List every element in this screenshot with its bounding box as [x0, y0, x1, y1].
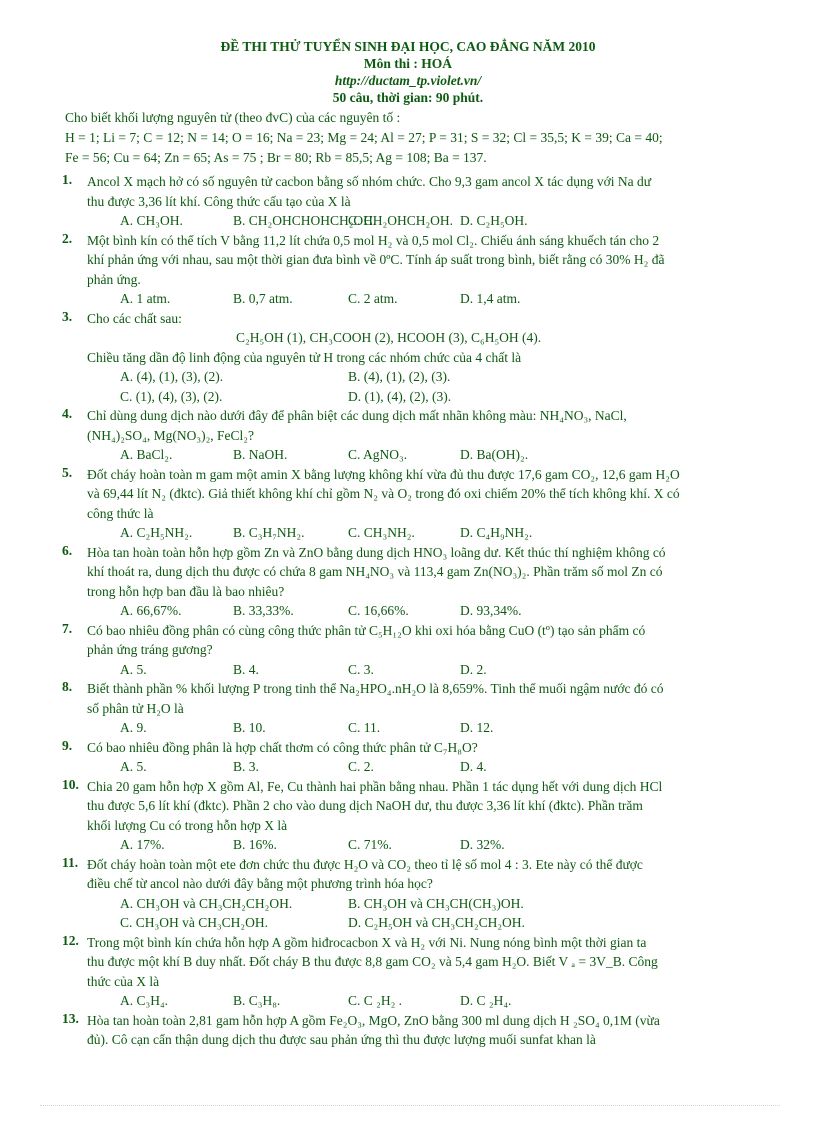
question-text-line: Có bao nhiêu đồng phân là hợp chất thơm có công thức phân tử C₇H₈O? — [87, 739, 478, 755]
question-text — [87, 777, 802, 836]
question-number: 5. — [62, 464, 73, 480]
answer-option[interactable]: B. CH₂OHCHOHCH₂OH. — [233, 213, 377, 228]
question-item — [0, 406, 816, 465]
answer-option[interactable]: A. 66,67%. — [120, 603, 182, 618]
question-item — [0, 1011, 816, 1050]
question-text-line: trong hỗn hợp ban đầu là bao nhiêu? — [87, 583, 285, 599]
answer-row — [120, 718, 816, 738]
answer-options — [120, 289, 816, 309]
question-number: 11. — [62, 854, 79, 870]
answer-options — [120, 601, 816, 621]
answer-row — [120, 367, 816, 387]
answer-option[interactable]: C. 11. — [348, 720, 381, 735]
answer-option[interactable]: A. CH₃OH và CH₃CH₂CH₂OH. — [120, 895, 293, 911]
answer-option[interactable]: A. BaCl₂. — [120, 447, 173, 462]
question-text-line: thu được 5,6 lít khí (đktc). Phần 2 cho vào dung dịch NaOH dư, thu được 3,36 lít khí (đktc). Phần trăm — [87, 798, 643, 813]
answer-option[interactable]: D. 93,34%. — [460, 603, 522, 618]
question-text-line: khí thoát ra, dung dịch thu được có chứa 8 gam NH₄NO₃ và 113,4 gam Zn(NO₃)₂. Phần trăm số mol Zn có — [87, 564, 663, 579]
answer-option[interactable]: D. C₄H₉NH₂. — [460, 525, 533, 540]
question-number: 9. — [62, 737, 73, 753]
question-number: 6. — [62, 542, 73, 558]
question-text — [87, 309, 802, 329]
question-item — [0, 231, 816, 309]
answer-options — [120, 211, 816, 231]
answer-option[interactable]: C. 2 atm. — [348, 291, 398, 306]
answer-option[interactable]: A. C₂H₅NH₂. — [120, 525, 193, 540]
answer-options — [120, 523, 816, 543]
answer-row — [120, 757, 816, 777]
question-item — [0, 621, 816, 680]
answer-option[interactable]: D. 4. — [460, 759, 487, 774]
question-text-line: đủ). Cô cạn cẩn thận dung dịch thu được sau phản ứng thì thu được lượng muối sunfat khan là — [87, 1032, 596, 1047]
answer-option[interactable]: C. AgNO₃. — [348, 447, 408, 462]
answer-option[interactable]: D. (1), (4), (2), (3). — [348, 388, 452, 404]
question-text-line: Ancol X mạch hở có số nguyên tử cacbon bằng số nhóm chức. Cho 9,3 gam ancol X tác dụng với Na dư — [87, 174, 652, 189]
answer-option[interactable]: D. 12. — [460, 720, 494, 735]
question-text — [87, 738, 802, 758]
question-text-line: Cho các chất sau: — [87, 310, 182, 326]
answer-row — [120, 289, 816, 309]
answer-option[interactable]: B. 4. — [233, 661, 259, 677]
question-number: 7. — [62, 620, 73, 636]
answer-option[interactable]: B. (4), (1), (2), (3). — [348, 369, 451, 384]
answer-option[interactable]: B. 0,7 atm. — [233, 291, 293, 306]
page-bottom-divider — [40, 1105, 780, 1106]
answer-option[interactable]: C. C ₂H₂ . — [348, 993, 403, 1008]
answer-option[interactable]: C. CH₃NH₂. — [348, 525, 415, 540]
question-text-line: Chỉ dùng dung dịch nào dưới đây để phân biệt các dung dịch mất nhãn không màu: NH₄NO₃, NaCl, — [87, 408, 627, 423]
answer-option[interactable]: D. 2. — [460, 661, 487, 677]
exam-title: ĐỀ THI THỬ TUYỂN SINH ĐẠI HỌC, CAO ĐẲNG NĂM 2010 — [220, 39, 596, 54]
answer-row — [120, 991, 816, 1011]
question-text-line: số phân tử H₂O là — [87, 700, 184, 716]
answer-row — [120, 835, 816, 855]
question-text-line: phản ứng. — [87, 271, 141, 287]
answer-option[interactable]: A. 9. — [120, 720, 147, 735]
answer-options — [120, 991, 816, 1011]
answer-row — [120, 387, 816, 407]
answer-options — [120, 718, 816, 738]
answer-option[interactable]: B. CH₃OH và CH₃CH(CH₃)OH. — [348, 895, 524, 911]
answer-row — [120, 445, 816, 465]
answer-row — [120, 894, 816, 914]
answer-option[interactable]: C. 16,66%. — [348, 603, 409, 618]
answer-option[interactable]: C. CH₃OH và CH₃CH₂OH. — [120, 915, 268, 930]
question-item — [0, 777, 816, 855]
question-number: 8. — [62, 679, 73, 694]
question-number: 12. — [62, 932, 79, 948]
question-text-line: Đốt cháy hoàn toàn một ete đơn chức thu được H₂O và CO₂ theo tỉ lệ số mol 4 : 3. Ete này có thể được — [87, 856, 643, 872]
answer-option[interactable]: B. 33,33%. — [233, 603, 294, 618]
answer-option[interactable]: D. Ba(OH)₂. — [460, 447, 529, 462]
question-text-line: khối lượng Cu có trong hỗn hợp X là — [87, 817, 288, 833]
question-item — [0, 543, 816, 621]
answer-option[interactable]: B. 16%. — [233, 837, 277, 852]
answer-option[interactable]: A. 1 atm. — [120, 291, 171, 306]
exam-subject: Môn thi : HOÁ — [363, 56, 453, 71]
question-text — [87, 348, 802, 368]
answer-option[interactable]: A. C₃H₄. — [120, 993, 169, 1008]
answer-option[interactable]: D. C ₂H₄. — [460, 993, 512, 1008]
answer-option[interactable]: C. CH₂OHCH₂OH. — [348, 213, 454, 228]
question-text-line: Đốt cháy hoàn toàn m gam một amin X bằng lượng không khí vừa đủ thu được 17,6 gam CO₂, 12,6 gam H₂O — [87, 466, 680, 482]
question-number: 13. — [62, 1010, 79, 1026]
question-text-line: và 69,44 lít N₂ (đktc). Giả thiết không khí chỉ gồm N₂ và O₂ trong đó oxi chiếm 20% thể tích không khí. X có — [87, 486, 680, 501]
question-number: 3. — [62, 308, 73, 324]
answer-option[interactable]: B. NaOH. — [233, 447, 288, 462]
question-text — [87, 543, 802, 602]
intro-line: Fe = 56; Cu = 64; Zn = 65; As = 75 ; Br = 80; Rb = 85,5; Ag = 108; Ba = 137. — [65, 150, 487, 165]
answer-options — [120, 757, 816, 777]
answer-option[interactable]: A. (4), (1), (3), (2). — [120, 369, 224, 384]
answer-options — [120, 445, 816, 465]
question-item — [0, 172, 816, 231]
answer-row — [120, 660, 816, 680]
question-number: 1. — [62, 172, 73, 187]
question-item — [0, 738, 816, 777]
answer-option[interactable]: C. (1), (4), (3), (2). — [120, 388, 223, 404]
exam-header — [0, 38, 816, 106]
answer-option[interactable]: B. C₃H₈. — [233, 993, 281, 1008]
answer-option[interactable]: B. 10. — [233, 720, 266, 735]
question-text — [87, 679, 802, 718]
answer-row — [120, 601, 816, 621]
answer-option[interactable]: A. 5. — [120, 661, 147, 677]
question-text — [87, 465, 802, 524]
question-list — [0, 172, 816, 1050]
question-number: 10. — [62, 776, 79, 792]
answer-option[interactable]: B. 3. — [233, 759, 259, 774]
answer-row — [120, 211, 816, 231]
answer-option[interactable]: D. C₂H₅OH. — [460, 213, 528, 228]
answer-options — [120, 894, 816, 933]
question-item — [0, 855, 816, 933]
question-text-line: phản ứng tráng gương? — [87, 642, 213, 657]
answer-option[interactable]: A. 5. — [120, 759, 147, 774]
question-text-line: Hòa tan hoàn toàn 2,81 gam hỗn hợp A gồm Fe₂O₃, MgO, ZnO bằng 300 ml dung dịch H ₂SO₄ 0,1M (vừa — [87, 1012, 660, 1028]
answer-option[interactable]: D. 32%. — [460, 837, 505, 852]
question-text — [87, 172, 802, 211]
question-text-line: Chiều tăng dần độ linh động của nguyên tử H trong các nhóm chức của 4 chất là — [87, 349, 522, 365]
answer-option[interactable]: A. CH₃OH. — [120, 213, 183, 228]
question-text-line: điều chế từ ancol nào dưới đây bằng một phương trình hóa học? — [87, 876, 433, 891]
answer-row — [120, 913, 816, 933]
question-text-line: Chia 20 gam hỗn hợp X gồm Al, Fe, Cu thành hai phần bằng nhau. Phần 1 tác dụng hết với dung dịch HCl — [87, 778, 663, 794]
question-item — [0, 465, 816, 543]
question-text — [87, 933, 802, 992]
question-text-line: Một bình kín có thể tích V bằng 11,2 lít chứa 0,5 mol H₂ và 0,5 mol Cl₂. Chiếu ánh sáng khuếch tán cho 2 — [87, 232, 660, 248]
question-text-line: Biết thành phần % khối lượng P trong tinh thể Na₂HPO₄.nH₂O là 8,659%. Tinh thể muối ngậm nước đó có — [87, 681, 664, 696]
question-text-line: (NH₄)₂SO₄, Mg(NO₃)₂, FeCl₂? — [87, 427, 254, 443]
source-url-link[interactable]: http://ductam_tp.violet.vn/ — [334, 73, 482, 88]
answer-option[interactable]: D. C₂H₅OH và CH₃CH₂CH₂OH. — [348, 915, 525, 930]
intro-line: H = 1; Li = 7; C = 12; N = 14; O = 16; Na = 23; Mg = 24; Al = 27; P = 31; S = 32; Cl = 35,5; K = 39; Ca = 40; — [65, 130, 663, 145]
question-text-line: thu được một khí B duy nhất. Đốt cháy B thu được 8,8 gam CO₂ và 5,4 gam H₂O. Biết V ₐ = 3V_B. Công — [87, 954, 658, 969]
atomic-mass-intro — [65, 108, 805, 168]
answer-option[interactable]: C. 2. — [348, 759, 374, 774]
answer-option[interactable]: C. 3. — [348, 661, 374, 677]
question-text-line: thu được 3,36 lít khí. Công thức cấu tạo của X là — [87, 193, 351, 209]
answer-option[interactable]: C. 71%. — [348, 837, 392, 852]
answer-options — [120, 835, 816, 855]
question-text — [87, 1011, 802, 1050]
answer-options — [120, 660, 816, 680]
question-text-line: Có bao nhiêu đồng phân có cùng công thức phân tử C₅H₁₂O khi oxi hóa bằng CuO (tº) tạo sản phẩm có — [87, 622, 646, 638]
exam-meta: 50 câu, thời gian: 90 phút. — [332, 90, 484, 105]
question-text-line: công thức là — [87, 505, 154, 521]
question-item — [0, 679, 816, 738]
question-number: 4. — [62, 406, 73, 421]
question-number: 2. — [62, 230, 73, 246]
question-text — [87, 406, 802, 445]
answer-option[interactable]: B. C₃H₇NH₂. — [233, 525, 305, 540]
answer-options — [120, 367, 816, 406]
question-text — [87, 231, 802, 290]
question-item — [0, 933, 816, 1011]
intro-line: Cho biết khối lượng nguyên tử (theo đvC) của các nguyên tố : — [65, 110, 401, 125]
question-text-line: Hòa tan hoàn toàn hỗn hợp gồm Zn và ZnO bằng dung dịch HNO₃ loãng dư. Kết thúc thí nghiệm không có — [87, 544, 666, 560]
answer-row — [120, 523, 816, 543]
question-text — [87, 621, 802, 660]
answer-option[interactable]: D. 1,4 atm. — [460, 291, 521, 306]
question-text — [87, 855, 802, 894]
answer-option[interactable]: A. 17%. — [120, 837, 165, 852]
compound-list: C₂H₅OH (1), CH₃COOH (2), HCOOH (3), C₆H₅OH (4). — [236, 330, 542, 345]
question-text-line: Trong một bình kín chứa hỗn hợp A gồm hiđrocacbon X và H₂ với Ni. Nung nóng bình một thời gian ta — [87, 934, 647, 950]
question-text-line: khí phản ứng với nhau, sau một thời gian đưa bình về 0ºC. Tính áp suất trong bình, biết rằng có 30% H₂ đã — [87, 252, 665, 267]
question-item — [0, 309, 816, 407]
question-text-line: thức của X là — [87, 973, 160, 989]
